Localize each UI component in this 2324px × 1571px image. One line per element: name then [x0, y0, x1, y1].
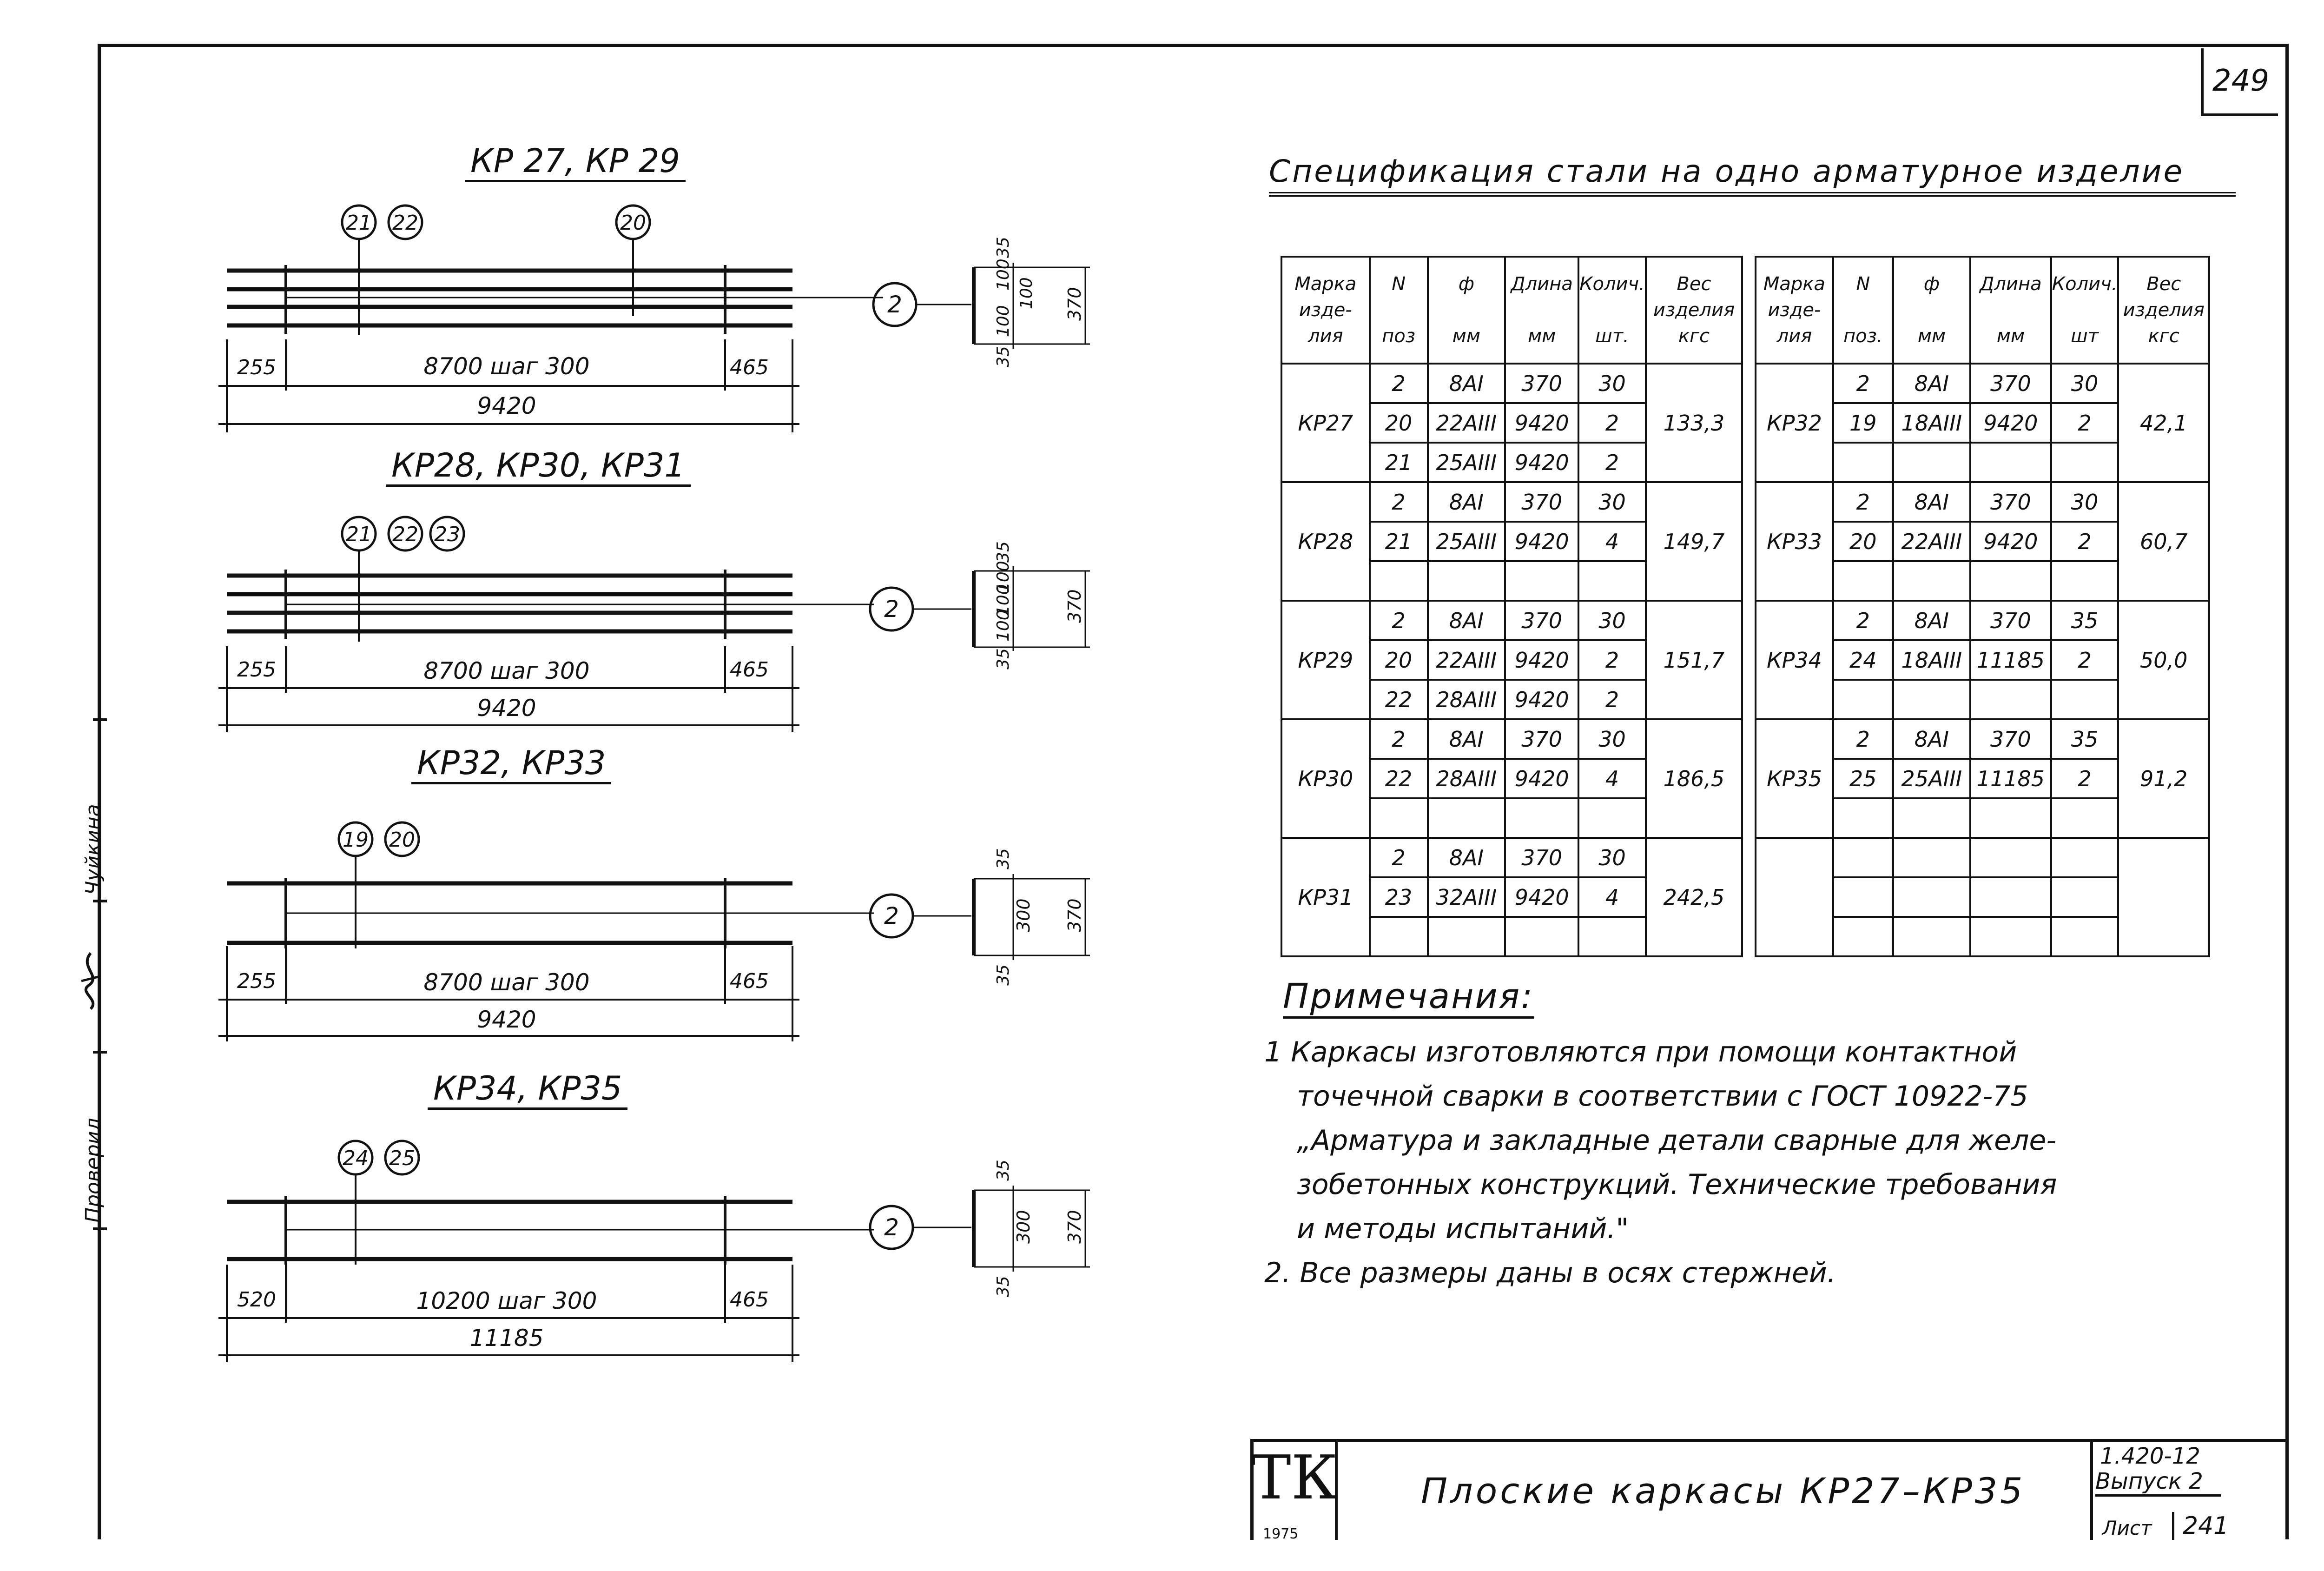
- col-length: Длина мм: [1505, 257, 1578, 364]
- spec-row: [1756, 838, 2209, 877]
- spec-cell: 20: [1833, 522, 1893, 561]
- spec-cell: [1970, 838, 2051, 877]
- spec-cell: [1505, 798, 1578, 838]
- spec-mark: КР33: [1756, 482, 1833, 601]
- note-line: 1 Каркасы изготовляются при помощи контактной: [1264, 1036, 2017, 1068]
- spec-cell: 9420: [1505, 877, 1578, 917]
- spec-weight: 186,5: [1646, 719, 1742, 838]
- section-dim: 35: [994, 1160, 1013, 1181]
- spec-cell: [2051, 798, 2119, 838]
- spec-row: [1281, 601, 1742, 640]
- frame-elevation-4: [218, 1141, 1090, 1362]
- spec-cell: 2: [1833, 601, 1893, 640]
- spec-cell: 30: [1578, 364, 1646, 403]
- section-callout-label: 2: [884, 596, 899, 623]
- spec-cell: [2051, 877, 2119, 917]
- spec-table-right: Марка изде- лия N поз. ф мм Длина мм Колич. шт Вес изделия кгс КР32 2 8АI 370 30 42,1 19 18АIII 9420 2 КР33 2 8АI 370 30 60,7 20 22АIII 9420 2 КР34 2 8АI 370 35 50,0 24 18АIII 11185 2 КР35 2 8АI 370 35 91,2 25 25АIII 11185 2: [1755, 256, 2210, 957]
- publisher-logo: ТК: [1254, 1442, 1338, 1540]
- spec-cell: 9420: [1505, 522, 1578, 561]
- spec-cell: [2051, 561, 2119, 601]
- spec-cell: [1893, 917, 1970, 956]
- callout-label: 22: [392, 211, 418, 235]
- spec-cell: 21: [1370, 443, 1428, 482]
- spec-mark: КР32: [1756, 364, 1833, 482]
- spec-cell: 11185: [1970, 759, 2051, 798]
- spec-cell: 4: [1578, 877, 1646, 917]
- spec-cell: [1505, 917, 1578, 956]
- section-dim: 35: [994, 648, 1013, 669]
- spec-cell: 25АIII: [1893, 759, 1970, 798]
- section-dim: 35: [994, 346, 1013, 367]
- section-dim: 100: [994, 610, 1013, 642]
- dim-left: 255: [237, 969, 276, 993]
- series-code: 1.420-12: [2100, 1443, 2200, 1469]
- spec-cell: 20: [1370, 640, 1428, 680]
- spec-mark: КР30: [1281, 719, 1370, 838]
- spec-cell: 19: [1833, 403, 1893, 443]
- callout-label: 25: [389, 1147, 415, 1170]
- spec-cell: [1505, 561, 1578, 601]
- spec-cell: 30: [2051, 364, 2119, 403]
- spec-cell: 2: [2051, 759, 2119, 798]
- spec-cell: 8АI: [1428, 838, 1505, 877]
- dim-middle: 10200 шаг 300: [416, 1287, 597, 1314]
- section-dim: 100: [994, 259, 1013, 291]
- callout-label: 21: [346, 211, 372, 235]
- spec-cell: 9420: [1505, 759, 1578, 798]
- note-line: точечной сварки в соответствии с ГОСТ 10922-75: [1297, 1080, 2028, 1113]
- sheet-title: Плоские каркасы КР27–КР35: [1421, 1470, 2026, 1511]
- spec-cell: [1970, 680, 2051, 719]
- col-diameter: ф мм: [1428, 257, 1505, 364]
- spec-cell: 2: [1578, 443, 1646, 482]
- spec-weight: 50,0: [2118, 601, 2209, 719]
- checked-label: Проверил: [81, 1118, 105, 1223]
- spec-cell: 22АIII: [1428, 640, 1505, 680]
- spec-cell: 30: [1578, 601, 1646, 640]
- dim-right: 465: [730, 356, 769, 379]
- spec-cell: 2: [2051, 403, 2119, 443]
- spec-row: [1281, 719, 1742, 759]
- spec-mark: КР31: [1281, 838, 1370, 956]
- spec-cell: [1970, 561, 2051, 601]
- spec-cell: [2051, 838, 2119, 877]
- spec-cell: [1578, 561, 1646, 601]
- spec-cell: 28АIII: [1428, 680, 1505, 719]
- frame-elevation-3: [218, 822, 1090, 1041]
- dim-right: 465: [730, 969, 769, 993]
- col-weight: Вес изделия кгс: [1646, 257, 1742, 364]
- callout-label: 20: [389, 828, 415, 852]
- col-pos: N поз: [1370, 257, 1428, 364]
- callout-label: 22: [392, 523, 418, 546]
- spec-cell: [1833, 917, 1893, 956]
- dim-total: 9420: [477, 695, 536, 722]
- section-dim: 300: [1013, 1210, 1034, 1244]
- spec-cell: 21: [1370, 522, 1428, 561]
- section-dim: 370: [1064, 1210, 1085, 1244]
- spec-weight: 133,3: [1646, 364, 1742, 482]
- logo-year: 1975: [1263, 1526, 1299, 1542]
- spec-cell: 370: [1970, 719, 2051, 759]
- dim-right: 465: [730, 1288, 769, 1312]
- drawing-title: КР34, КР35: [428, 1069, 627, 1110]
- title-block-codes: [2090, 1442, 2288, 1540]
- section-dim: 100: [994, 305, 1013, 337]
- drawing-title: КР28, КР30, КР31: [386, 446, 691, 487]
- spec-cell: 30: [1578, 482, 1646, 522]
- spec-cell: 4: [1578, 759, 1646, 798]
- spec-cell: 30: [1578, 838, 1646, 877]
- spec-cell: [1428, 917, 1505, 956]
- spec-cell: 9420: [1505, 403, 1578, 443]
- dim-middle: 8700 шаг 300: [423, 657, 590, 684]
- spec-cell: [1833, 680, 1893, 719]
- frame-elevation-2: [218, 517, 1090, 732]
- spec-mark: [1756, 838, 1833, 956]
- spec-cell: 18АIII: [1893, 403, 1970, 443]
- spec-cell: 370: [1505, 482, 1578, 522]
- spec-cell: [1833, 798, 1893, 838]
- spec-cell: 8АI: [1893, 482, 1970, 522]
- spec-cell: 2: [1833, 719, 1893, 759]
- spec-cell: 18АIII: [1893, 640, 1970, 680]
- spec-cell: 370: [1970, 364, 2051, 403]
- spec-cell: 28АIII: [1428, 759, 1505, 798]
- spec-cell: 32АIII: [1428, 877, 1505, 917]
- spec-row: [1756, 601, 2209, 640]
- spec-cell: 2: [2051, 640, 2119, 680]
- spec-mark: КР35: [1756, 719, 1833, 838]
- spec-weight: 151,7: [1646, 601, 1742, 719]
- spec-cell: 35: [2051, 719, 2119, 759]
- spec-row: [1281, 838, 1742, 877]
- spec-cell: [1970, 917, 2051, 956]
- note-line: и методы испытаний.": [1297, 1213, 1629, 1245]
- spec-cell: 30: [1578, 719, 1646, 759]
- section-dim: 370: [1064, 898, 1085, 932]
- spec-cell: 22: [1370, 680, 1428, 719]
- dim-total: 9420: [477, 1006, 536, 1033]
- spec-cell: 9420: [1505, 640, 1578, 680]
- spec-cell: 8АI: [1428, 719, 1505, 759]
- spec-cell: 370: [1505, 601, 1578, 640]
- spec-cell: 8АI: [1893, 364, 1970, 403]
- dim-total: 9420: [477, 392, 536, 419]
- callout-label: 23: [434, 523, 460, 546]
- spec-cell: 2: [1370, 482, 1428, 522]
- col-quantity: Колич. шт.: [1578, 257, 1646, 364]
- spec-cell: 35: [2051, 601, 2119, 640]
- spec-table-left: [1281, 256, 1743, 957]
- spec-mark: КР28: [1281, 482, 1370, 601]
- spec-cell: [2051, 917, 2119, 956]
- note-line: 2. Все размеры даны в осях стержней.: [1264, 1257, 1836, 1289]
- spec-cell: [1893, 798, 1970, 838]
- spec-cell: [1833, 838, 1893, 877]
- spec-cell: 11185: [1970, 640, 2051, 680]
- spec-row: [1756, 364, 2209, 403]
- dim-left: 255: [237, 356, 276, 379]
- spec-cell: 22: [1370, 759, 1428, 798]
- title-block: [1250, 1439, 2285, 1540]
- spec-cell: [1833, 877, 1893, 917]
- spec-mark: КР29: [1281, 601, 1370, 719]
- spec-cell: 2: [1833, 482, 1893, 522]
- spec-cell: 30: [2051, 482, 2119, 522]
- spec-cell: [1970, 798, 2051, 838]
- spec-cell: 2: [1578, 680, 1646, 719]
- drawing-title: КР32, КР33: [411, 744, 611, 784]
- spec-cell: [1428, 561, 1505, 601]
- checker-name: Чуйкина: [81, 804, 105, 895]
- spec-cell: [1893, 561, 1970, 601]
- spec-cell: 8АI: [1428, 601, 1505, 640]
- spec-cell: [1370, 561, 1428, 601]
- spec-cell: 8АI: [1428, 364, 1505, 403]
- spec-cell: [1578, 798, 1646, 838]
- dim-left: 520: [237, 1288, 276, 1312]
- section-dim: 35: [994, 848, 1013, 869]
- spec-cell: 22АIII: [1428, 403, 1505, 443]
- spec-cell: [1970, 877, 2051, 917]
- section-callout-label: 2: [884, 1214, 899, 1241]
- spec-cell: [1370, 798, 1428, 838]
- sheet-label: Лист: [2102, 1517, 2152, 1539]
- spec-cell: 4: [1578, 522, 1646, 561]
- spec-cell: 9420: [1970, 403, 2051, 443]
- spec-title: Спецификация стали на одно арматурное изделие: [1269, 153, 2236, 197]
- spec-weight: 42,1: [2118, 364, 2209, 482]
- section-callout-label: 2: [887, 291, 902, 318]
- page-number: 249: [2201, 48, 2278, 116]
- sheet-number: 241: [2172, 1512, 2229, 1540]
- spec-row: [1281, 364, 1742, 403]
- spec-cell: [1578, 917, 1646, 956]
- spec-cell: 370: [1970, 601, 2051, 640]
- spec-cell: 370: [1505, 719, 1578, 759]
- spec-cell: [1970, 443, 2051, 482]
- section-dim: 35: [994, 964, 1013, 986]
- notes-title: Примечания:: [1283, 976, 1534, 1019]
- spec-weight: 149,7: [1646, 482, 1742, 601]
- section-dim: 35: [994, 1276, 1013, 1297]
- col-mark: Марка изде- лия: [1281, 257, 1370, 364]
- spec-mark: КР34: [1756, 601, 1833, 719]
- spec-cell: 22АIII: [1893, 522, 1970, 561]
- callout-label: 24: [343, 1147, 369, 1170]
- spec-cell: 9420: [1505, 443, 1578, 482]
- section-callout-label: 2: [884, 902, 899, 929]
- spec-cell: 9420: [1505, 680, 1578, 719]
- issue-label: Выпуск 2: [2095, 1468, 2221, 1497]
- spec-row: [1281, 482, 1742, 522]
- drawing-title: КР 27, КР 29: [465, 142, 686, 182]
- spec-cell: [1428, 798, 1505, 838]
- spec-weight: 60,7: [2118, 482, 2209, 601]
- frame-elevation-1: [218, 205, 1090, 432]
- spec-cell: 2: [1370, 838, 1428, 877]
- spec-cell: 370: [1970, 482, 2051, 522]
- spec-cell: [1833, 561, 1893, 601]
- spec-weight: [2118, 838, 2209, 956]
- spec-cell: 24: [1833, 640, 1893, 680]
- callout-label: 19: [343, 828, 369, 852]
- spec-cell: 2: [1370, 364, 1428, 403]
- spec-cell: 2: [2051, 522, 2119, 561]
- spec-cell: 25АIII: [1428, 522, 1505, 561]
- spec-row: [1756, 719, 2209, 759]
- dim-left: 255: [237, 658, 276, 682]
- spec-cell: 8АI: [1893, 719, 1970, 759]
- spec-cell: 2: [1370, 601, 1428, 640]
- spec-cell: 8АI: [1893, 601, 1970, 640]
- spec-cell: 2: [1578, 640, 1646, 680]
- spec-cell: 370: [1505, 364, 1578, 403]
- spec-cell: 2: [1833, 364, 1893, 403]
- note-line: зобетонных конструкций. Технические требования: [1297, 1168, 2057, 1201]
- spec-cell: [1893, 877, 1970, 917]
- section-dim: 370: [1064, 589, 1085, 623]
- section-dim: 35: [994, 541, 1013, 563]
- spec-cell: 370: [1505, 838, 1578, 877]
- spec-cell: 25АIII: [1428, 443, 1505, 482]
- spec-row: [1756, 482, 2209, 522]
- spec-cell: [1370, 917, 1428, 956]
- spec-cell: 20: [1370, 403, 1428, 443]
- section-dim: 100: [1017, 277, 1036, 309]
- spec-cell: 25: [1833, 759, 1893, 798]
- section-dim: 300: [1013, 898, 1034, 932]
- spec-cell: 23: [1370, 877, 1428, 917]
- callout-label: 21: [346, 523, 372, 546]
- rebar-drawings: [0, 0, 1208, 1395]
- spec-cell: 2: [1370, 719, 1428, 759]
- callout-label: 20: [620, 211, 646, 235]
- spec-cell: [1893, 443, 1970, 482]
- spec-mark: КР27: [1281, 364, 1370, 482]
- section-dim: 35: [994, 237, 1013, 258]
- spec-cell: [1893, 838, 1970, 877]
- spec-cell: 2: [1578, 403, 1646, 443]
- section-dim: 100: [994, 584, 1013, 616]
- spec-cell: 8АI: [1428, 482, 1505, 522]
- spec-weight: 91,2: [2118, 719, 2209, 838]
- dim-total: 11185: [469, 1325, 544, 1352]
- note-line: „Арматура и закладные детали сварные для желе-: [1297, 1124, 2057, 1157]
- spec-weight: 242,5: [1646, 838, 1742, 956]
- dim-middle: 8700 шаг 300: [423, 969, 590, 996]
- spec-cell: 9420: [1970, 522, 2051, 561]
- spec-cell: [1833, 443, 1893, 482]
- spec-cell: [2051, 443, 2119, 482]
- spec-cell: [2051, 680, 2119, 719]
- dim-middle: 8700 шаг 300: [423, 353, 590, 380]
- section-dim: 370: [1064, 287, 1085, 321]
- spec-cell: [1893, 680, 1970, 719]
- section-dim: 100: [994, 561, 1013, 593]
- dim-right: 465: [730, 658, 769, 682]
